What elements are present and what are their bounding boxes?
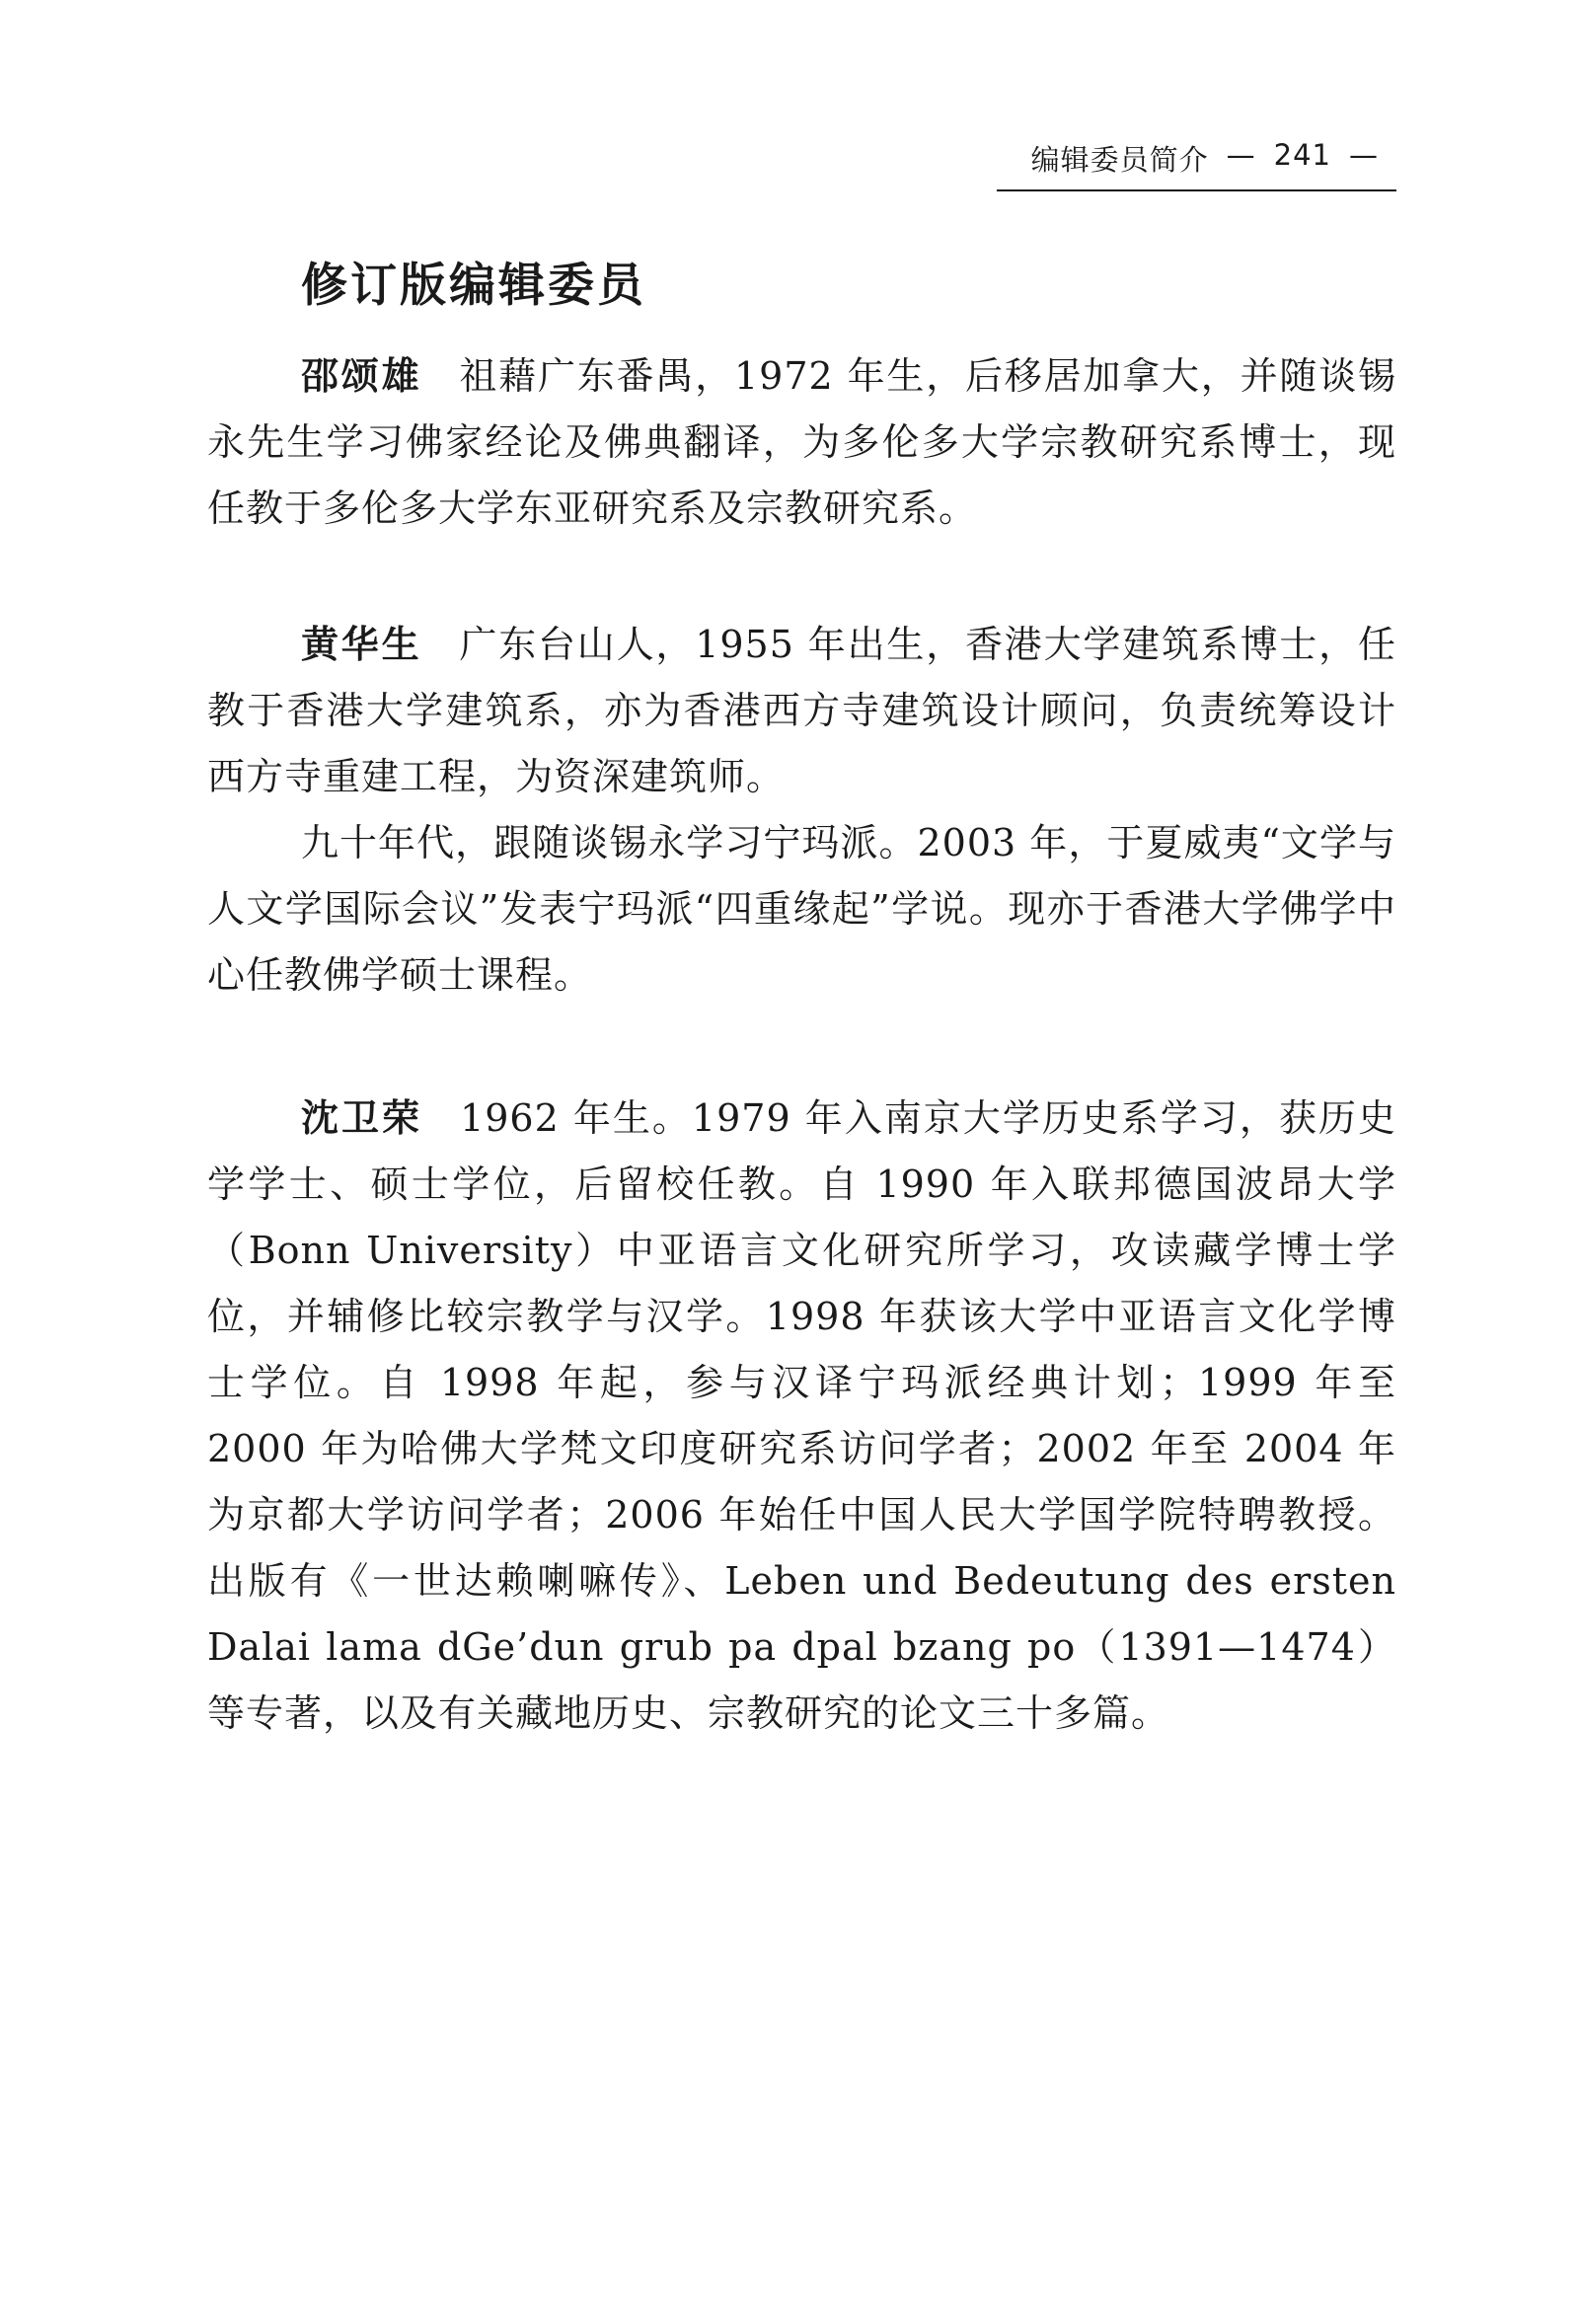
running-header (997, 138, 1396, 191)
entry-paragraph (207, 1086, 1396, 1747)
entry-paragraph (207, 343, 1396, 542)
member-name: 邵颂雄 (301, 354, 422, 398)
member-entry-huang-huasheng (207, 612, 1396, 1009)
member-entry-shen-weirong (207, 1086, 1396, 1747)
member-name: 沈卫荣 (301, 1096, 423, 1140)
header-dash-left: — (1226, 138, 1256, 172)
paragraph-text: 祖藉广东番禺，1972 年生，后移居加拿大，并随谈锡永先生学习佛家经论及佛典翻译，为多伦多大学宗教研究系博士，现任教于多伦多大学东亚研究系及宗教研究系。 (207, 354, 1396, 530)
entry-paragraph (207, 612, 1396, 810)
paragraph-text: 1962 年生。1979 年入南京大学历史系学习，获历史学学士、硕士学位，后留校任教。自 1990 年入联邦德国波昂大学（Bonn University）中亚语言文化研究所学习，攻读藏学博士学位，并辅修比较宗教学与汉学。1998 年获该大学中亚语言文化学博士学位。自 1998 年起，参与汉译宁玛派经典计划；1999 年至 2000 年为哈佛大学梵文印度研究系访问学者；2002 年至 2004 年为京都大学访问学者；2006 年始任中国人民大学国学院特聘教授。出版有《一世达赖喇嘛传》、Leben und Bedeutung des ersten Dalai lama dGe’dun grub pa dpal bzang po（1391—1474）等专著，以及有关藏地历史、宗教研究的论文三十多篇。 (207, 1096, 1396, 1735)
member-name: 黄华生 (301, 623, 422, 666)
section-title: 修订版编辑委员 (301, 259, 646, 313)
page-number: 241 (1273, 138, 1331, 172)
header-section-title: 编辑委员简介 (1030, 143, 1209, 177)
header-dash-right: — (1349, 138, 1379, 172)
entry-paragraph (207, 810, 1396, 1009)
paragraph-text: 广东台山人，1955 年出生，香港大学建筑系博士，任教于香港大学建筑系，亦为香港西方寺建筑设计顾问，负责统筹设计西方寺重建工程，为资深建筑师。 (207, 623, 1396, 798)
paragraph-text: 九十年代，跟随谈锡永学习宁玛派。2003 年，于夏威夷“文学与人文学国际会议”发表宁玛派“四重缘起”学说。现亦于香港大学佛学中心任教佛学硕士课程。 (207, 821, 1396, 997)
member-entry-shao-songxiong (207, 343, 1396, 542)
